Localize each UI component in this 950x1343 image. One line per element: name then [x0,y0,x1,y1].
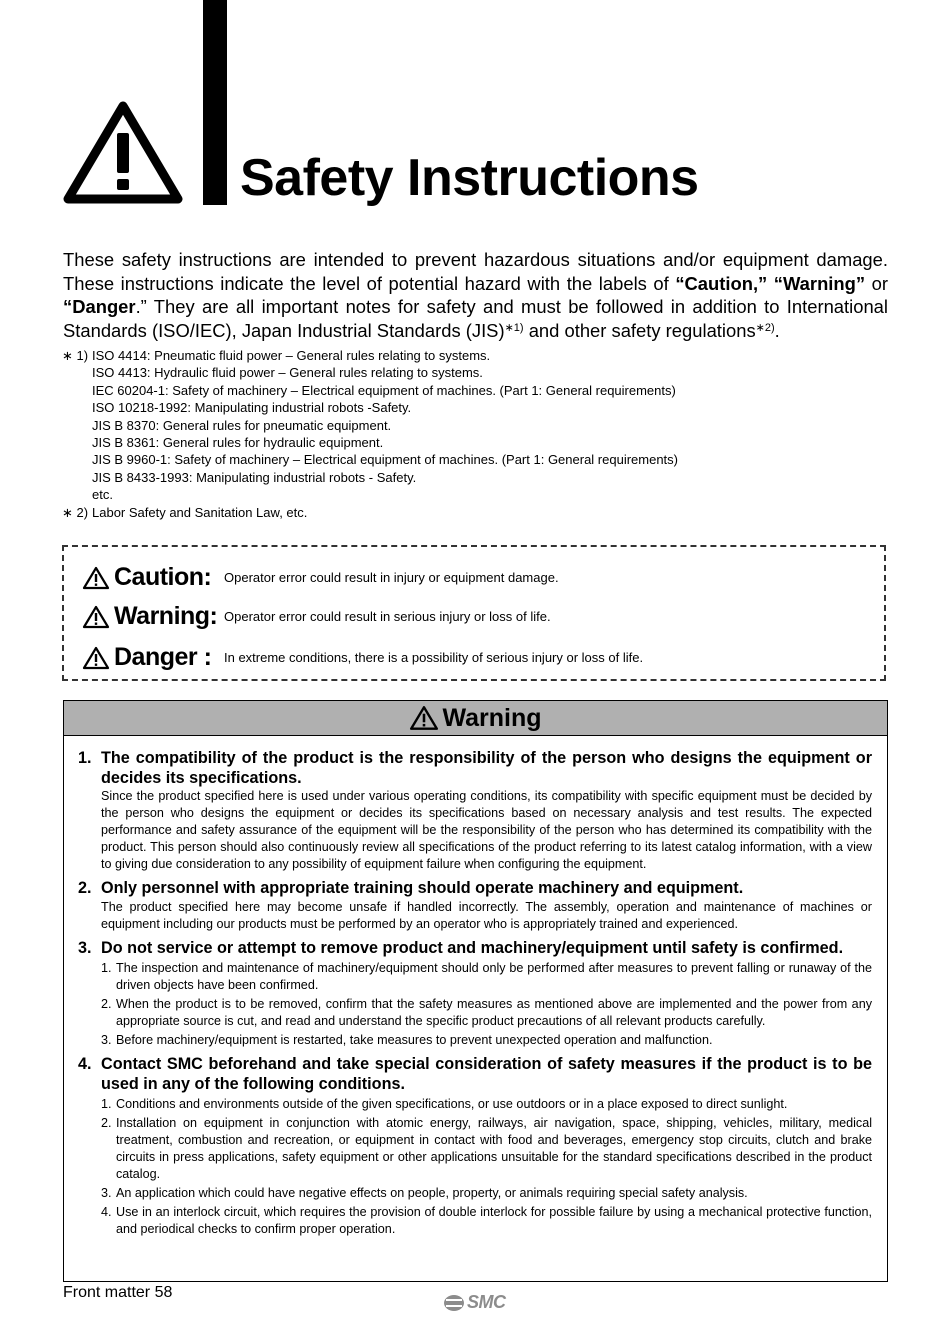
intro-text-5: . [774,319,780,341]
sub-item-number: 1. [101,1097,112,1111]
warning-triangle-icon [62,100,184,204]
sub-item-number: 4. [101,1205,112,1219]
sub-item-text: Conditions and environments outside of the given specifications, or use outdoors or in a place exposed to direct sunlight. [116,1097,788,1111]
footnote-line: ISO 10218-1992: Manipulating industrial robots -Safety. [92,400,412,416]
warning-triangle-icon [82,646,110,670]
sub-item [101,1032,872,1049]
sub-item [101,996,872,1030]
item-number: 4. [78,1055,92,1073]
footnote-line: JIS B 9960-1: Safety of machinery – Electrical equipment of machines. (Part 1: General requirements) [92,452,678,468]
item-number: 3. [78,938,92,957]
sub-item-text: Installation on equipment in conjunction with atomic energy, railways, air navigation, space, shipping, vehicles, military, medical treatment, combustion and recreation, or equipment in contact with food and beverages, emergency stop circuits, clutch and brake circuits in press applications, safety equipment or other applications unsuitable for the standard specifications described in the product catalog. [116,1116,872,1181]
sub-item [101,960,872,994]
footnote-row [62,382,892,399]
legend-warning [82,602,551,631]
footnote-row [62,451,892,468]
sub-item [101,1185,872,1202]
footnote-line: ISO 4413: Hydraulic fluid power – General rules relating to systems. [92,365,483,381]
sub-item [101,1115,872,1183]
sub-item-text: When the product is to be removed, confirm that the safety measures as mentioned above are implemented and the power from any appropriate source is cut, and read and understand the specific product precautions of all relevant products carefully. [116,997,872,1028]
footnote-row [62,399,892,416]
sub-item-text: Use in an interlock circuit, which requires the provision of double interlock for possible failure by using a mechanical protective function, and periodical checks to confirm proper operation. [116,1205,872,1236]
intro-ref-1: ∗1) [504,321,524,334]
warning-box-title: Warning [442,703,542,732]
item-body: The product specified here may become unsafe if handled incorrectly. The assembly, operation and maintenance of machines or equipment including our products must be performed by an operator who is appropriately trained and experienced. [101,899,872,931]
sub-item-number: 1. [101,961,112,975]
footnote-1-marker: ∗ 1) [62,348,89,363]
item-number: 2. [78,879,92,897]
intro-text-3: .” They are all important notes for safety and must be followed in addition to International Standards (ISO/IEC), Japan Industrial Standards (JIS) [63,296,888,341]
footnotes [62,347,892,521]
intro-text-2: or [865,272,888,294]
footnote-line: JIS B 8370: General rules for pneumatic equipment. [92,417,392,433]
sub-item-number: 2. [101,1116,112,1130]
footnote-row [62,364,892,381]
footnote-line: Labor Safety and Sanitation Law, etc. [92,504,308,520]
footnote-2-marker: ∗ 2) [62,504,89,520]
sub-item-text: The inspection and maintenance of machinery/equipment should only be performed after measures to prevent falling or runaway of the driven objects have been confirmed. [116,961,872,992]
smc-logo [443,1292,506,1313]
hazard-legend [62,545,886,681]
warning-item-3 [78,939,872,1050]
warning-triangle-icon [82,566,110,590]
legend-caution-label: Caution: [114,563,212,591]
footnote-row [62,504,892,521]
footnote-row [62,417,892,434]
footnote-row [62,347,892,364]
item-heading: Do not service or attempt to remove product and machinery/equipment until safety is confirmed. [101,938,844,957]
sub-item [101,1096,872,1113]
intro-caution-warning: “Caution,” “Warning” [675,272,866,294]
legend-warning-desc: Operator error could result in serious injury or loss of life. [224,609,551,624]
title-bar [203,0,227,205]
smc-logo-text: SMC [467,1292,506,1312]
footnote-line: ISO 4414: Pneumatic fluid power – General rules relating to systems. [92,348,491,363]
warning-box-header [64,701,887,736]
intro-text-1: These safety instructions are intended to prevent hazardous situations and/or equipment damage. These instructions indicate the level of potential hazard with the labels of [63,249,888,294]
item-heading: Only personnel with appropriate training should operate machinery and equipment. [101,879,744,897]
page-title: Safety Instructions [240,149,699,207]
sub-item [101,1204,872,1238]
sub-item-number: 3. [101,1033,112,1047]
legend-danger-label: Danger : [114,643,212,671]
sub-item-text: Before machinery/equipment is restarted, take measures to prevent unexpected operation and malfunction. [116,1033,713,1047]
intro-danger: “Danger [63,296,136,317]
intro-text-4: and other safety regulations [523,319,756,341]
legend-caution-desc: Operator error could result in injury or equipment damage. [224,570,559,585]
footnote-line: etc. [92,487,113,503]
sub-item-number: 2. [101,997,112,1011]
legend-danger [82,643,643,672]
item-heading: Contact SMC beforehand and take special consideration of safety measures if the product is to be used in any of the following conditions. [101,1055,872,1093]
item-heading: The compatibility of the product is the responsibility of the person who designs the equipment or decides its specifications. [101,749,872,787]
footnote-row [62,434,892,451]
intro-ref-2: ∗2) [755,321,775,334]
sub-item-text: An application which could have negative effects on people, property, or animals requiring special safety analysis. [116,1186,748,1200]
intro-paragraph [63,248,888,342]
warning-triangle-icon [409,705,439,731]
footnote-row [62,469,892,486]
smc-logo-mark-icon [443,1294,465,1312]
page-number: Front matter 58 [63,1284,173,1301]
warning-items [64,736,887,1238]
warning-box [63,700,888,1282]
sub-item-number: 3. [101,1186,112,1200]
footnote-line: JIS B 8433-1993: Manipulating industrial robots - Safety. [92,469,417,485]
warning-item-1 [78,749,872,873]
warning-item-2 [78,879,872,933]
item-number: 1. [78,749,92,767]
legend-warning-label: Warning: [114,602,218,630]
legend-danger-desc: In extreme conditions, there is a possibility of serious injury or loss of life. [224,650,644,665]
footnote-row [62,486,892,503]
legend-caution [82,563,559,592]
footnote-line: IEC 60204-1: Safety of machinery – Electrical equipment of machines. (Part 1: General requirements) [92,382,676,398]
item-body: Since the product specified here is used under various operating conditions, its compatibility with specific equipment must be decided by the person who designs the equipment or decides its specifications based on necessary analysis and test results. The expected performance and safety assurance of the equipment will be the responsibility of the person who has determined its compatibility with the product. This person should also continuously review all specifications of the product referring to its latest catalog information, with a view to giving due consideration to any possibility of equipment failure when configuring the equipment. [101,789,872,871]
footnote-line: JIS B 8361: General rules for hydraulic equipment. [92,435,384,451]
warning-triangle-icon [82,605,110,629]
warning-item-4 [78,1055,872,1238]
